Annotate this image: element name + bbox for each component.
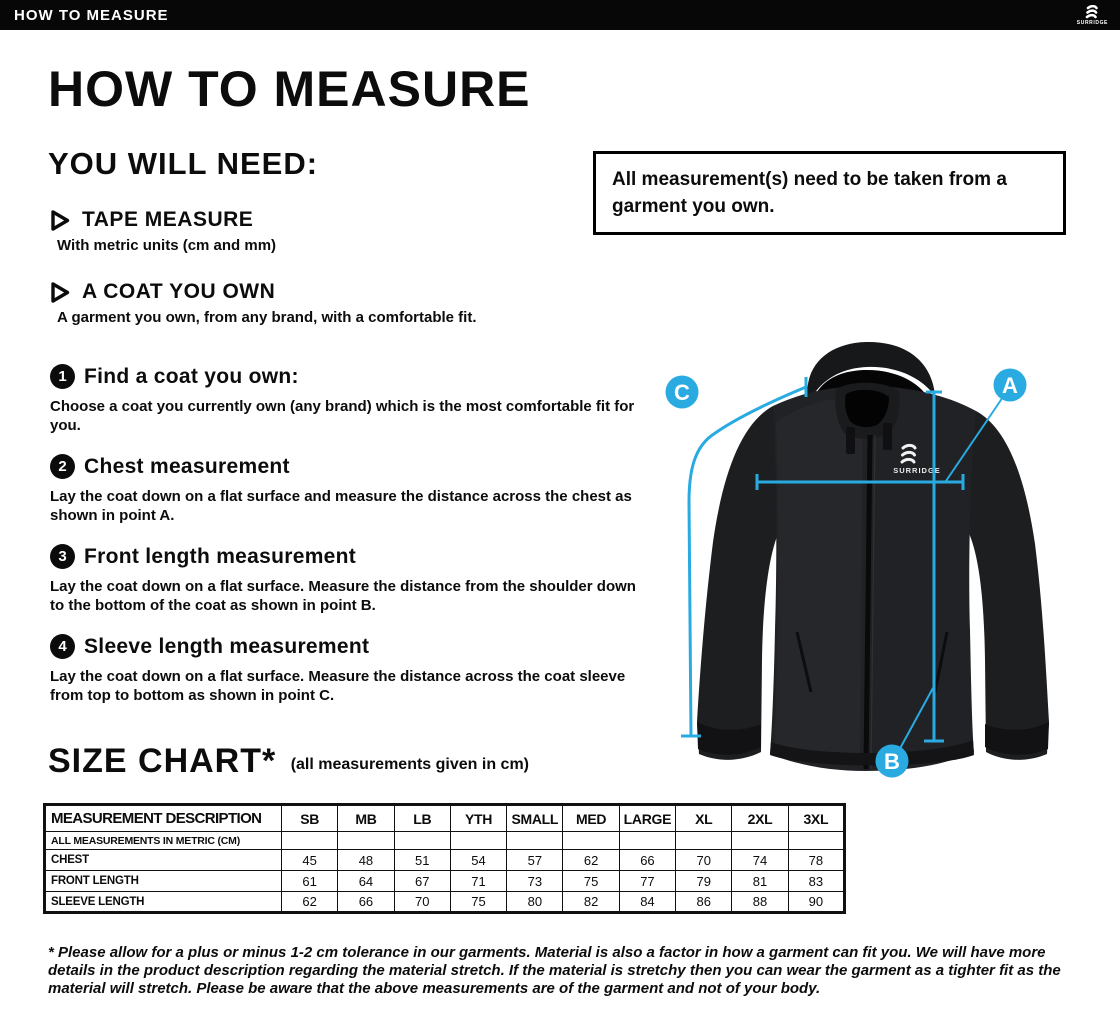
size-chart-subtitle: (all measurements given in cm) <box>290 756 529 773</box>
value-cell: 70 <box>676 850 732 871</box>
metric-note-cell: ALL MEASUREMENTS IN METRIC (CM) <box>45 832 282 850</box>
value-cell: 67 <box>394 871 450 892</box>
top-bar-title: HOW TO MEASURE <box>14 6 169 24</box>
brand-logo <box>1077 5 1108 26</box>
step-number-badge: 1 <box>50 364 75 389</box>
value-cell: 80 <box>507 892 563 913</box>
tool-desc: With metric units (cm and mm) <box>57 237 277 254</box>
measurement-description-header: MEASUREMENT DESCRIPTION <box>45 805 282 832</box>
callout-box: All measurement(s) need to be taken from a garment you own. <box>593 151 1066 235</box>
step-body: Lay the coat down on a flat surface. Measure the distance from the shoulder down to the bottom of the coat as shown in point B. <box>50 578 636 614</box>
value-cell: 90 <box>788 892 844 913</box>
value-cell: 61 <box>282 871 338 892</box>
size-column-header: XL <box>676 805 732 832</box>
empty-cell <box>676 832 732 850</box>
row-label-cell: FRONT LENGTH <box>45 871 282 892</box>
tool-coat-you-own <box>50 280 476 326</box>
value-cell: 45 <box>282 850 338 871</box>
step-number-badge: 4 <box>50 634 75 659</box>
empty-cell <box>788 832 844 850</box>
size-column-header: MED <box>563 805 619 832</box>
metric-note-row <box>45 832 845 850</box>
svg-text:B: B <box>884 749 900 774</box>
step-sleeve-length-measurement <box>50 634 650 705</box>
value-cell: 77 <box>619 871 675 892</box>
tool-desc: A garment you own, from any brand, with a comfortable fit. <box>57 309 477 326</box>
brand-logo-text: SURRIDGE <box>1076 19 1108 26</box>
value-cell: 81 <box>732 871 788 892</box>
tool-title: A COAT YOU OWN <box>82 280 276 303</box>
step-title: Front length measurement <box>84 544 357 568</box>
empty-cell <box>563 832 619 850</box>
value-cell: 73 <box>507 871 563 892</box>
size-column-header: SB <box>282 805 338 832</box>
table-row <box>45 850 845 871</box>
row-label-cell: SLEEVE LENGTH <box>45 892 282 913</box>
step-body: Choose a coat you currently own (any brand) which is the most comfortable fit for you. <box>50 398 635 434</box>
tool-title: TAPE MEASURE <box>82 208 254 231</box>
empty-cell <box>732 832 788 850</box>
value-cell: 70 <box>394 892 450 913</box>
surridge-s-icon <box>1084 5 1100 20</box>
svg-text:C: C <box>674 380 690 405</box>
value-cell: 62 <box>282 892 338 913</box>
value-cell: 66 <box>338 892 394 913</box>
you-will-need-heading: YOU WILL NEED: <box>48 146 319 181</box>
row-label-cell: CHEST <box>45 850 282 871</box>
label-A <box>994 369 1027 402</box>
step-find-coat <box>50 364 650 435</box>
size-column-header: MB <box>338 805 394 832</box>
step-body: Lay the coat down on a flat surface and measure the distance across the chest as shown in point A. <box>50 488 632 524</box>
top-bar <box>0 0 1120 30</box>
value-cell: 88 <box>732 892 788 913</box>
size-chart-table <box>43 803 846 914</box>
empty-cell <box>338 832 394 850</box>
arrow-bullet-icon <box>50 209 71 232</box>
step-body: Lay the coat down on a flat surface. Measure the distance across the coat sleeve from top to bottom as shown in point C. <box>50 668 626 704</box>
arrow-bullet-icon <box>50 281 71 304</box>
value-cell: 86 <box>676 892 732 913</box>
size-column-header: SMALL <box>507 805 563 832</box>
size-column-header: LARGE <box>619 805 675 832</box>
size-column-header: LB <box>394 805 450 832</box>
empty-cell <box>394 832 450 850</box>
step-number-badge: 2 <box>50 454 75 479</box>
value-cell: 48 <box>338 850 394 871</box>
size-chart-heading-row <box>48 742 529 781</box>
label-C <box>666 376 699 409</box>
size-chart-table-wrap <box>43 803 846 914</box>
size-column-header: YTH <box>450 805 506 832</box>
size-column-header: 3XL <box>788 805 844 832</box>
step-title: Find a coat you own: <box>84 364 299 388</box>
value-cell: 79 <box>676 871 732 892</box>
value-cell: 64 <box>338 871 394 892</box>
page-title: HOW TO MEASURE <box>48 61 531 117</box>
jacket-logo-text: SURRIDGE <box>893 466 941 475</box>
value-cell: 54 <box>450 850 506 871</box>
table-row <box>45 892 845 913</box>
step-title: Sleeve length measurement <box>84 634 370 658</box>
size-chart-title: SIZE CHART* <box>48 742 277 780</box>
value-cell: 75 <box>450 892 506 913</box>
value-cell: 62 <box>563 850 619 871</box>
empty-cell <box>282 832 338 850</box>
value-cell: 74 <box>732 850 788 871</box>
empty-cell <box>450 832 506 850</box>
value-cell: 82 <box>563 892 619 913</box>
svg-text:A: A <box>1002 373 1018 398</box>
step-number-badge: 3 <box>50 544 75 569</box>
value-cell: 66 <box>619 850 675 871</box>
empty-cell <box>619 832 675 850</box>
step-title: Chest measurement <box>84 454 290 478</box>
label-B <box>876 745 909 778</box>
value-cell: 57 <box>507 850 563 871</box>
tool-tape-measure <box>50 208 276 254</box>
value-cell: 83 <box>788 871 844 892</box>
value-cell: 78 <box>788 850 844 871</box>
value-cell: 51 <box>394 850 450 871</box>
step-chest-measurement <box>50 454 650 525</box>
size-column-header: 2XL <box>732 805 788 832</box>
value-cell: 84 <box>619 892 675 913</box>
empty-cell <box>507 832 563 850</box>
table-row <box>45 871 845 892</box>
jacket-measurement-diagram <box>650 330 1100 800</box>
footnote: * Please allow for a plus or minus 1-2 cm tolerance in our garments. Material is also a factor in how a garment can fit you. We will have more details in the product description regarding the material stretch. If the material is stretchy then you can wear the garment as a tighter fit as the material will stretch. Please be aware that the above measurements are of the garment and not of your body. <box>48 944 1061 997</box>
step-front-length-measurement <box>50 544 650 615</box>
value-cell: 71 <box>450 871 506 892</box>
table-header-row <box>45 805 845 832</box>
value-cell: 75 <box>563 871 619 892</box>
